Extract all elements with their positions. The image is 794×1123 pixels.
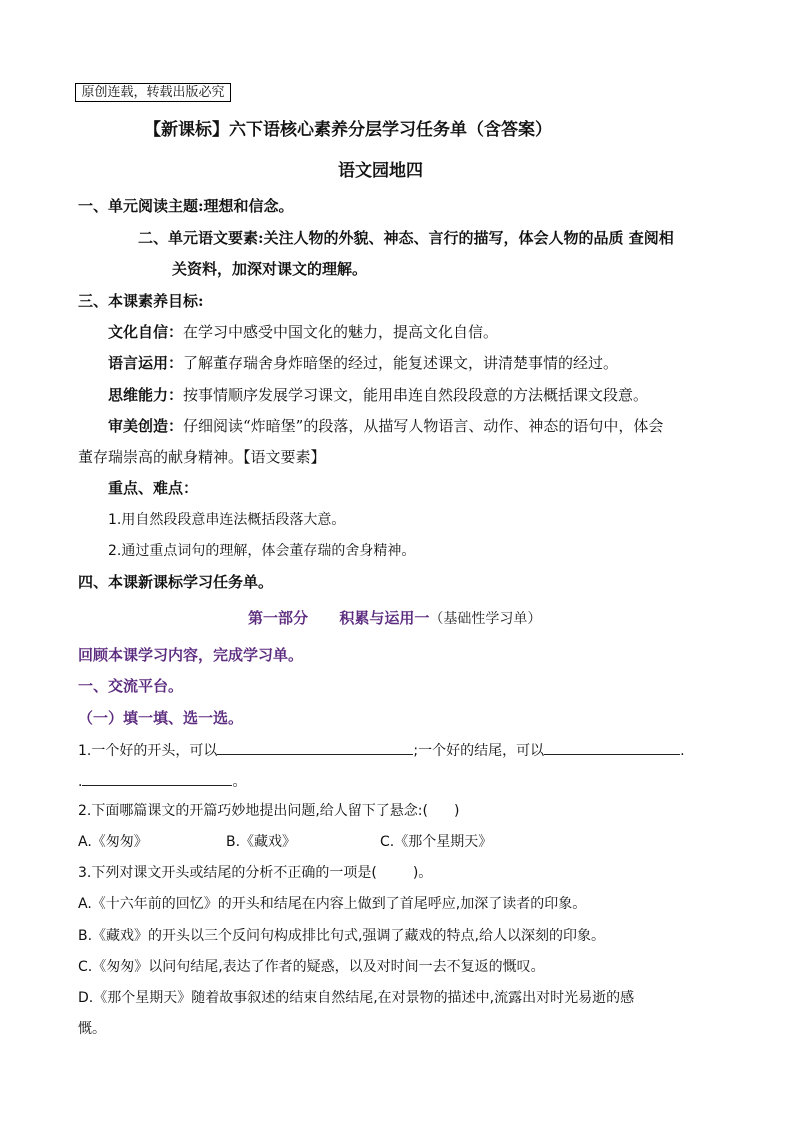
question-3-option-d-cont: 慨。 (78, 1021, 106, 1037)
copyright-stamp: 原创连载，转载出版必究 (75, 83, 231, 102)
answer-blank-1[interactable] (217, 739, 413, 755)
question-3-option-d: D.《那个星期天》随着故事叙述的结束自然结尾,在对景物的描述中,流露出对时光易逝的感 (78, 990, 635, 1006)
goal-thinking-label: 思维能力： (108, 386, 184, 404)
fill-select-heading: （一）填一填、选一选。 (78, 709, 244, 727)
task-heading: 四、本课新课标学习任务单。 (78, 573, 274, 591)
question-2 (78, 801, 459, 821)
unit-element-line1: 二、单元语文要素:关注人物的外貌、神态、言行的描写，体会人物的品质 查阅相 (138, 229, 674, 247)
question-2-options (78, 832, 492, 852)
question-3-option-a: A.《十六年前的回忆》的开头和结尾在内容上做到了首尾呼应,加深了读者的印象。 (78, 896, 587, 912)
goal-culture-label: 文化自信： (108, 323, 184, 341)
question-3-close: )。 (412, 865, 433, 881)
exchange-platform-heading: 一、交流平台。 (78, 677, 184, 695)
goals-heading: 三、本课素养目标: (78, 292, 204, 310)
lesson-title: 语文园地四 (338, 161, 423, 181)
unit-element-line2: 关资料，加深对课文的理解。 (172, 260, 368, 278)
goal-thinking (108, 385, 648, 405)
question-3-option-c: C.《匆匆》以问句结尾,表达了作者的疑惑，以及对时间一去不复返的慨叹。 (78, 959, 545, 975)
unit-theme: 一、单元阅读主题:理想和信念。 (78, 197, 294, 215)
question-3-option-b: B.《藏戏》的开头以三个反问句构成排比句式,强调了藏戏的特点,给人以深刻的印象。 (78, 928, 605, 944)
goal-language (108, 353, 618, 373)
goal-aesthetic-cont: 董存瑞崇高的献身精神。【语文要素】 (78, 448, 326, 466)
option-a: A.《匆匆》 (78, 834, 148, 850)
answer-blank-2[interactable] (544, 739, 680, 755)
key-points-heading: 重点、难点： (108, 479, 199, 497)
question-1-end: 。 (232, 774, 247, 790)
goal-aesthetic (108, 416, 663, 436)
part1-title (248, 608, 541, 629)
question-2-close: ) (454, 803, 460, 819)
goal-culture-text: 在学习中感受中国文化的魅力，提高文化自信。 (183, 323, 499, 341)
key-point-2: 2.通过重点词句的理解，体会董存瑞的舍身精神。 (108, 543, 416, 559)
question-1-dot-2: . (78, 774, 83, 790)
question-1-dot: . (680, 743, 685, 759)
part1-title-main: 第一部分 积累与运用一 (248, 609, 430, 627)
goal-language-text: 了解董存瑞舍身炸暗堡的经过，能复述课文，讲清楚事情的经过。 (183, 354, 619, 372)
goal-aesthetic-label: 审美创造： (108, 417, 184, 435)
question-1-text-a: 1.一个好的开头，可以 (78, 743, 218, 759)
option-b: B.《藏戏》 (226, 834, 297, 850)
answer-blank-3[interactable] (82, 770, 232, 786)
goal-culture (108, 322, 498, 342)
part1-instruction: 回顾本课学习内容，完成学习单。 (78, 646, 304, 664)
question-3 (78, 863, 432, 883)
question-1-text-b: ;一个好的结尾，可以 (413, 743, 545, 759)
key-point-1: 1.用自然段段意串连法概括段落大意。 (108, 512, 346, 528)
document-title: 【新课标】六下语核心素养分层学习任务单（含答案） (144, 120, 552, 140)
option-c: C.《那个星期天》 (380, 834, 493, 850)
goal-thinking-text: 按事情顺序发展学习课文，能用串连自然段段意的方法概括课文段意。 (183, 386, 649, 404)
goal-language-label: 语言运用： (108, 354, 184, 372)
goal-aesthetic-text: 仔细阅读“炸暗堡”的段落，从描写人物语言、动作、神态的语句中，体会 (183, 417, 664, 435)
question-1-line2 (78, 770, 246, 792)
question-3-text: 3.下列对课文开头或结尾的分析不正确的一项是( (78, 865, 377, 881)
part1-title-note: （基础性学习单） (429, 611, 542, 627)
question-1-line1 (78, 739, 685, 761)
question-2-text: 2.下面哪篇课文的开篇巧妙地提出问题,给人留下了悬念:( (78, 803, 428, 819)
